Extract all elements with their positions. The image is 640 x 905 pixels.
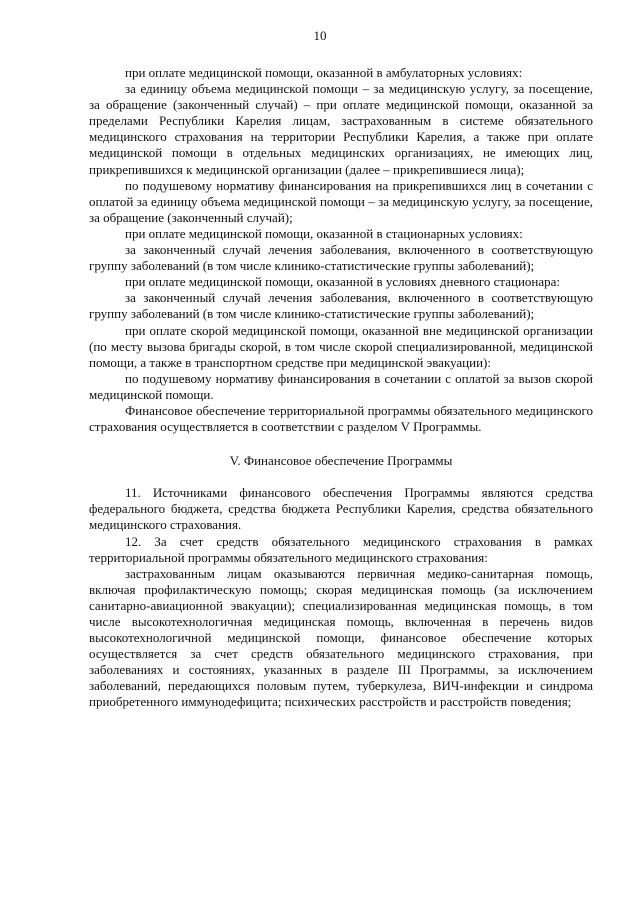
paragraph: при оплате медицинской помощи, оказанной в амбулаторных условиях: <box>125 65 523 80</box>
document-body <box>89 65 593 711</box>
paragraph: 12. За счет средств обязательного медицинского страхования в рамках территориальной программы обязательного медицинского страхования: <box>89 533 593 565</box>
paragraph: при оплате медицинской помощи, оказанной в условиях дневного стационара: <box>125 274 561 290</box>
paragraph: при оплате скорой медицинской помощи, оказанной вне медицинской организации (по месту вызова бригады скорой, в том числе скорой специализированной, медицинской помощи, а также в транспортном средстве при медицинской эвакуации): <box>89 322 593 370</box>
page-number: 10 <box>313 28 327 43</box>
paragraph: по подушевому нормативу финансирования на прикрепившихся лиц в сочетании с оплатой за единицу объема медицинской помощи – за медицинскую услугу, за посещение, за обращение (законченный случай); <box>89 177 593 225</box>
paragraph: по подушевому нормативу финансирования в сочетании с оплатой за вызов скорой медицинской помощи. <box>89 370 593 402</box>
paragraph: 11. Источниками финансового обеспечения Программы являются средства федерального бюджета, средства бюджета Республики Карелия, средства обязательного медицинского страхования. <box>89 485 593 533</box>
paragraph: Финансовое обеспечение территориальной программы обязательного медицинского страхования осуществляется в соответствии с разделом V Программы. <box>89 402 593 435</box>
paragraph: при оплате медицинской помощи, оказанной в стационарных условиях: <box>125 225 523 241</box>
paragraph: за законченный случай лечения заболевания, включенного в соответствующую группу заболеваний (в том числе клинико-статистические группы заболеваний); <box>89 290 593 322</box>
paragraph: за единицу объема медицинской помощи – за медицинскую услугу, за посещение, за обращение (законченный случай) – при оплате медицинской помощи, оказанной за пределами Республики Карелия лицам, застрахованным в системе обязательного медицинского страхования на территории Республики Карелия, а также при оплате медицинской помощи в отдельных медицинских организациях, не имеющих лиц, прикрепившихся к медицинской организации (далее – прикрепившиеся лица); <box>89 81 593 177</box>
paragraph: за законченный случай лечения заболевания, включенного в соответствующую группу заболеваний (в том числе клинико-статистические группы заболеваний); <box>89 242 593 274</box>
section-heading: V. Финансовое обеспечение Программы <box>229 453 453 469</box>
paragraph: застрахованным лицам оказываются первичная медико-санитарная помощь, включая профилактическую помощь; скорая медицинская помощь (за исключением санитарно-авиационной эвакуации); специализированная медицинская помощь, в том числе высокотехнологичная медицинская помощь, включенная в перечень видов высокотехнологичной медицинской помощи, финансовое обеспечение которых осуществляется за счет средств обязательного медицинского страхования, при заболеваниях и состояниях, указанных в разделе III Программы, за исключением заболеваний, передающихся половым путем, туберкулеза, ВИЧ-инфекции и синдрома приобретенного иммунодефицита; психических расстройств и расстройств поведения; <box>89 565 593 710</box>
